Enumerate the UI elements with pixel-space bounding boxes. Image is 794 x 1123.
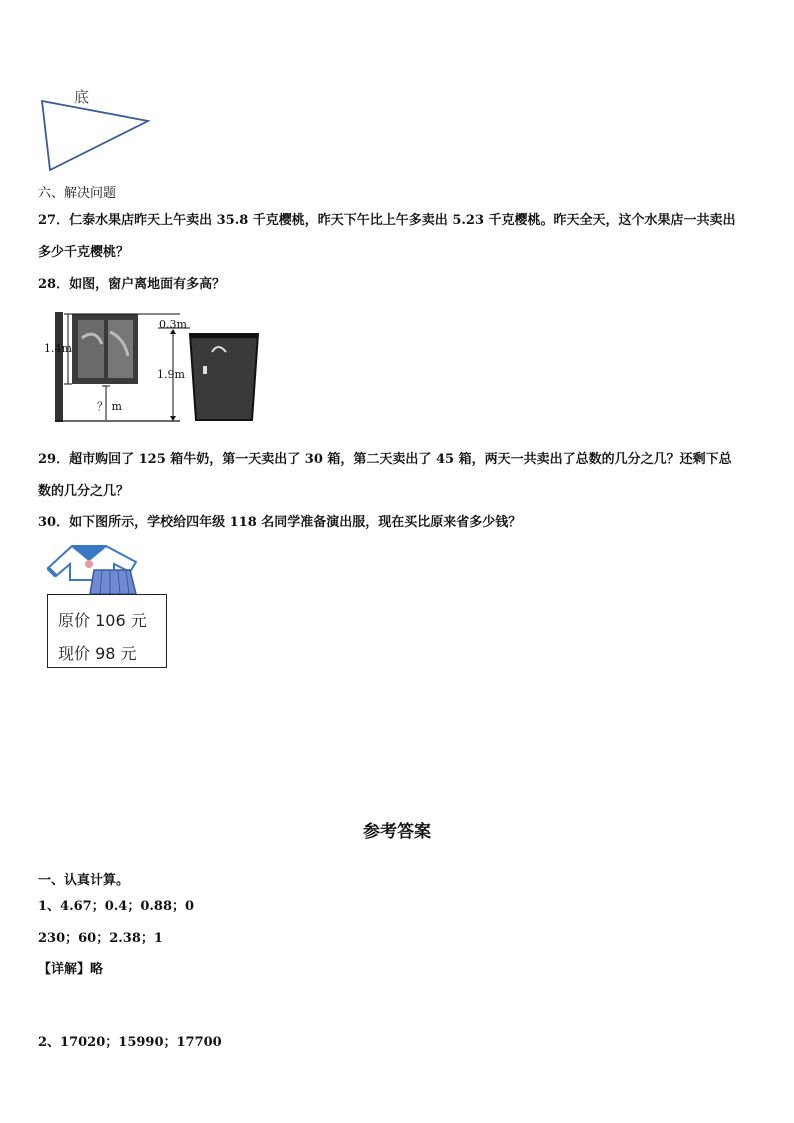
triangle-base-label: 底 [74, 88, 90, 106]
cabinet-dim-arrow-bottom [170, 416, 176, 421]
costume-bow [85, 560, 93, 568]
window-height-label: 1.4m [44, 342, 72, 355]
window-pane-left [78, 320, 104, 378]
cabinet [190, 334, 258, 420]
cabinet-height-label: 1.9m [157, 368, 185, 381]
window-height-figure [40, 308, 270, 428]
triangle-shape [42, 101, 148, 170]
cabinet-top-rim [190, 334, 258, 338]
current-price: 现价 98 元 [58, 644, 137, 663]
costume-skirt [90, 570, 136, 594]
answer-1-line-2: 230；60；2.38；1 [38, 931, 163, 946]
original-price: 原价 106 元 [58, 611, 147, 630]
answers-title: 参考答案 [363, 822, 431, 842]
question-27-line-1: 27．仁泰水果店昨天上午卖出 35.8 千克樱桃，昨天下午比上午多卖出 5.23 千克樱桃。昨天全天，这个水果店一共卖出 [38, 213, 736, 228]
question-29-line-1: 29．超市购回了 125 箱牛奶，第一天卖出了 30 箱，第二天卖出了 45 箱，两天一共卖出了总数的几分之几？还剩下总 [38, 452, 732, 467]
cabinet-handle [203, 366, 207, 374]
costume-illustration [44, 540, 144, 596]
wall-strip [55, 312, 63, 422]
window-pane-right [108, 320, 133, 378]
question-27-line-2: 多少千克樱桃？ [38, 245, 130, 260]
top-gap-label: 0.3m [159, 318, 187, 331]
question-28: 28．如图，窗户离地面有多高？ [38, 277, 226, 292]
unknown-height-label: ？ m [97, 400, 122, 413]
answers-section-1-heading: 一、认真计算。 [38, 873, 130, 888]
answer-1-line-1: 1、4.67；0.4；0.88；0 [38, 899, 195, 914]
section-heading: 六、解决问题 [38, 186, 117, 201]
price-box [47, 594, 167, 668]
question-29-line-2: 数的几分之几？ [38, 484, 130, 499]
question-30: 30．如下图所示，学校给四年级 118 名同学准备演出服，现在买比原来省多少钱？ [38, 515, 522, 530]
triangle-figure [36, 84, 156, 176]
answer-2-line-1: 2、17020；15990；17700 [38, 1035, 222, 1050]
answer-1-detail: 【详解】略 [38, 962, 104, 977]
